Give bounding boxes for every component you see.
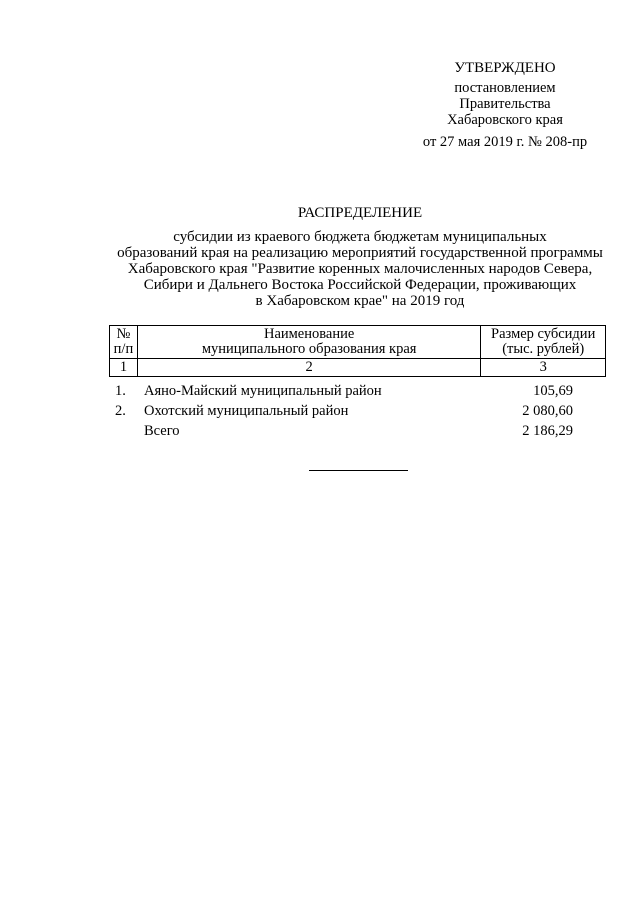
header-number	[110, 326, 138, 359]
header-amount	[481, 326, 606, 359]
document-subtitle-line: Хабаровского края "Развитие коренных малочисленных народов Севера,	[127, 261, 593, 277]
approval-stamp	[400, 60, 610, 150]
document-subtitle-line: в Хабаровском крае" на 2019 год	[255, 293, 465, 309]
table-row	[109, 382, 606, 402]
header-amount-line1: Размер субсидии	[491, 326, 596, 342]
distribution-table-header	[109, 325, 606, 377]
approval-date: от 27 мая 2019 г. № 208-пр	[422, 134, 588, 150]
approval-heading: УТВЕРЖДЕНО	[454, 60, 556, 76]
column-number: 3	[481, 359, 606, 377]
document-title-block	[100, 205, 620, 309]
row-amount: 2 186,29	[522, 423, 573, 439]
document-subtitle-line: образований края на реализацию мероприятий государственной программы	[117, 245, 603, 261]
total-row	[109, 422, 606, 442]
header-number-line1: №	[116, 326, 131, 342]
header-name-line1: Наименование	[263, 326, 355, 342]
document-subtitle-line: субсидии из краевого бюджета бюджетам муниципальных	[173, 229, 547, 245]
column-number: 1	[110, 359, 138, 377]
row-number: 1.	[115, 383, 126, 399]
document-subtitle-line: Сибири и Дальнего Востока Российской Федерации, проживающих	[143, 277, 577, 293]
row-name: Всего	[144, 423, 180, 439]
column-number: 2	[137, 359, 480, 377]
closing-divider	[309, 470, 408, 471]
header-number-line2: п/п	[113, 341, 134, 357]
distribution-table-body	[109, 382, 606, 442]
document-title: РАСПРЕДЕЛЕНИЕ	[297, 205, 423, 221]
row-name: Охотский муниципальный район	[144, 403, 349, 419]
header-name-line2: муниципального образования края	[201, 341, 417, 357]
header-amount-line2: (тыс. рублей)	[502, 341, 585, 357]
row-amount: 105,69	[533, 383, 573, 399]
row-number: 2.	[115, 403, 126, 419]
table-row	[109, 402, 606, 422]
approval-line: Правительства	[459, 96, 551, 112]
row-name: Аяно-Майский муниципальный район	[144, 383, 382, 399]
column-number-row	[110, 359, 606, 377]
header-name	[137, 326, 480, 359]
approval-line: Хабаровского края	[447, 112, 563, 128]
approval-line: постановлением	[454, 80, 556, 96]
table-header-row	[110, 326, 606, 359]
row-amount: 2 080,60	[522, 403, 573, 419]
